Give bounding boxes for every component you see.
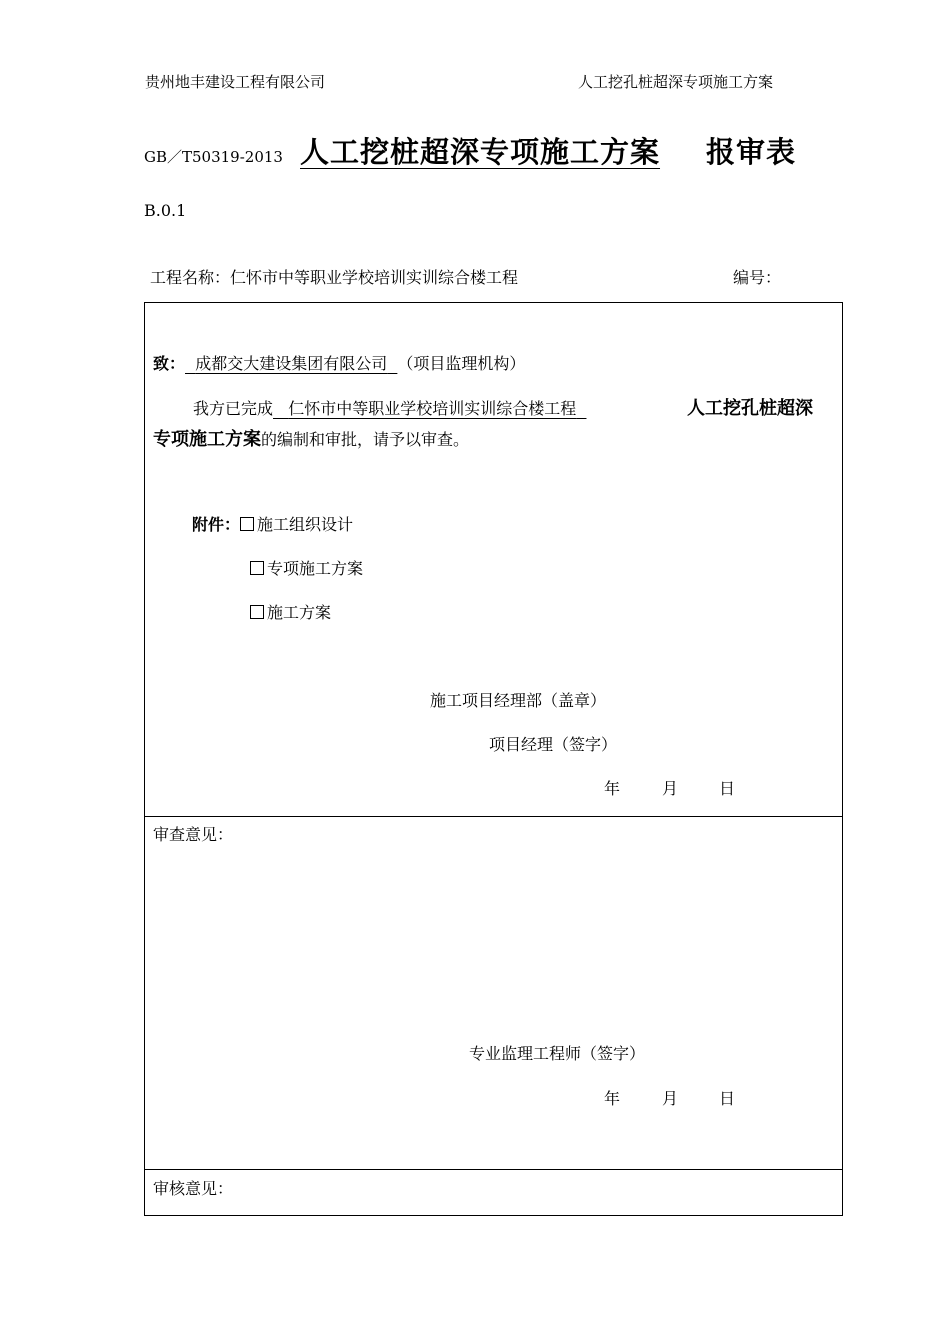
date-day: 日 bbox=[719, 779, 736, 798]
date-year: 年 bbox=[604, 779, 621, 798]
engineer-sign: 专业监理工程师（签字） bbox=[469, 1044, 646, 1063]
standard-code: GB／T50319-2013 bbox=[144, 148, 283, 166]
body-line-1 bbox=[193, 396, 586, 419]
project-name-row bbox=[150, 265, 518, 288]
checkbox-icon[interactable] bbox=[250, 605, 264, 619]
to-value-suffix-space bbox=[387, 354, 397, 373]
form-number: B.0.1 bbox=[144, 201, 187, 220]
date-day: 日 bbox=[719, 1089, 736, 1108]
sign-manager: 项目经理（签字） bbox=[489, 735, 618, 754]
project-label: 工程名称： bbox=[150, 268, 231, 287]
review-opinion-label: 审查意见： bbox=[153, 825, 234, 844]
attachment-label: 专项施工方案 bbox=[267, 559, 364, 578]
attachment-row-2 bbox=[250, 556, 363, 579]
date-month: 月 bbox=[662, 1089, 679, 1108]
body-suffix: 的编制和审批，请予以审查。 bbox=[261, 430, 470, 449]
row-divider-2 bbox=[144, 1169, 843, 1170]
attachment-row-3 bbox=[250, 600, 331, 623]
title-main: 人工挖桩超深专项施工方案 bbox=[300, 135, 661, 169]
attachment-label: 施工方案 bbox=[267, 603, 332, 622]
header-doc-title: 人工挖孔桩超深专项施工方案 bbox=[578, 73, 774, 91]
checkbox-icon[interactable] bbox=[240, 517, 254, 531]
project-name: 仁怀市中等职业学校培训实训综合楼工程 bbox=[230, 268, 519, 287]
title-tail: 报审表 bbox=[706, 135, 797, 169]
body-plan-b: 专项施工方案 bbox=[153, 429, 261, 450]
attachments-label: 附件： bbox=[192, 515, 241, 534]
to-suffix: （项目监理机构） bbox=[397, 354, 526, 373]
to-label: 致： bbox=[153, 354, 186, 373]
to-value: 成都交大建设集团有限公司 bbox=[195, 354, 388, 373]
body-prefix: 我方已完成 bbox=[193, 399, 274, 418]
row-divider-1 bbox=[144, 816, 843, 817]
attachment-row-1 bbox=[192, 512, 353, 535]
number-label: 编号： bbox=[733, 268, 782, 287]
audit-opinion-label: 审核意见： bbox=[153, 1179, 234, 1198]
body-project-pad-right bbox=[576, 399, 586, 418]
sign-dept: 施工项目经理部（盖章） bbox=[430, 691, 607, 710]
header-company: 贵州地丰建设工程有限公司 bbox=[145, 73, 326, 91]
body-plan-a: 人工挖孔桩超深 bbox=[687, 398, 813, 419]
date-year: 年 bbox=[604, 1089, 621, 1108]
checkbox-icon[interactable] bbox=[250, 561, 264, 575]
attachment-label: 施工组织设计 bbox=[257, 515, 354, 534]
body-project-pad-left bbox=[273, 399, 288, 418]
body-line-2 bbox=[153, 425, 469, 451]
to-value-prefix bbox=[185, 354, 195, 373]
to-line bbox=[153, 351, 525, 374]
date-month: 月 bbox=[662, 779, 679, 798]
body-project: 仁怀市中等职业学校培训实训综合楼工程 bbox=[288, 399, 577, 418]
